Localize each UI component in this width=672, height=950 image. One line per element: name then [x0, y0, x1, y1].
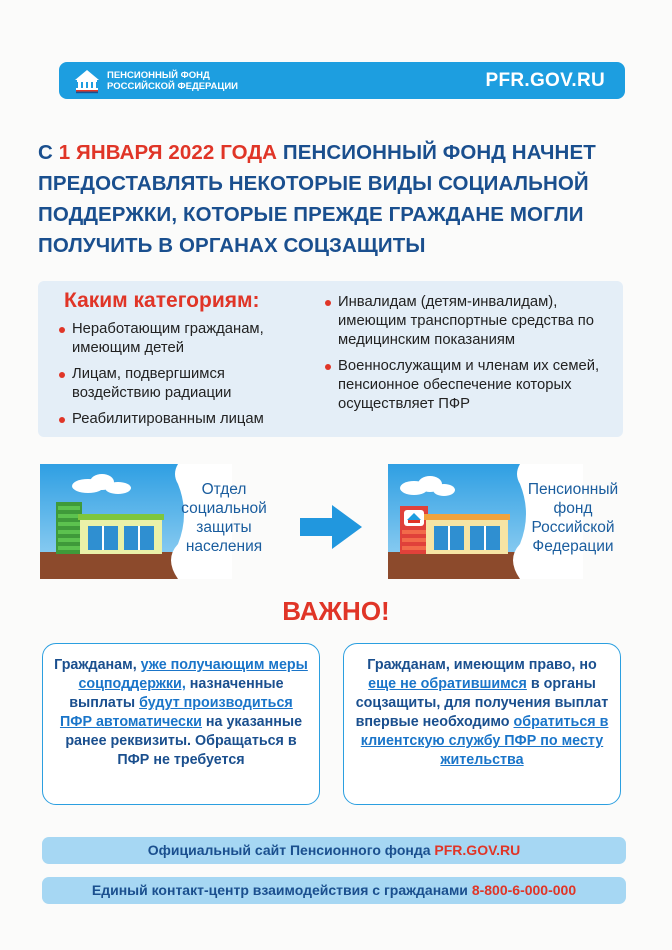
from-label-line: населения: [185, 538, 263, 555]
from-label-line: Отдел: [201, 481, 247, 498]
box-text: в органы соцзащиты, для получения выплат впервые необходимо: [355, 676, 609, 730]
box-text: Гражданам, имеющим право, но: [367, 657, 597, 673]
official-site-label: Официальный сайт Пенсионного фонда: [147, 842, 435, 858]
contact-phone[interactable]: 8-800-6-000-000: [471, 882, 577, 898]
org-name-line2: РОССИЙСКОЙ ФЕДЕРАЦИИ: [107, 80, 239, 92]
from-office-label: [177, 480, 271, 556]
contact-center-label: Единый контакт-центр взаимодействия с гражданами: [91, 882, 472, 898]
to-office-label: [522, 480, 624, 556]
category-item: Неработающим гражданам, имеющим детей: [58, 320, 313, 358]
categories-left-list: [58, 320, 313, 436]
to-label-line: Пенсионный: [527, 481, 619, 498]
to-label-line: Российской: [531, 519, 615, 536]
to-label-line: фонд: [553, 500, 593, 517]
category-item: Лицам, подвергшимся воздействию радиации: [58, 365, 313, 403]
from-label-line: защиты: [196, 519, 252, 536]
box-emphasis: будут производиться ПФР автоматически: [59, 695, 293, 730]
right-arrow-icon: [300, 505, 362, 549]
headline-part2: ПЕНСИОННЫЙ ФОНД НАЧНЕТ ПРЕДОСТАВЛЯТЬ НЕКОТОРЫЕ ВИДЫ СОЦИАЛЬНОЙ ПОДДЕРЖКИ, КОТОРЫЕ ПРЕЖДЕ ГРАЖДАНЕ МОГЛИ ПОЛУЧИТЬ В ОРГАНАХ СОЦЗАЩИТЫ: [38, 141, 596, 257]
header-bar: [59, 62, 625, 99]
box-text: Гражданам,: [54, 657, 141, 673]
site-link[interactable]: PFR.GOV.RU: [485, 69, 605, 91]
box-emphasis: уже получающим меры соцподдержки,: [78, 657, 308, 692]
headline-part1: С: [38, 141, 59, 164]
info-box-not-applied: [343, 643, 621, 805]
info-box-already-receiving: [42, 643, 320, 805]
org-name-line1: ПЕНСИОННЫЙ ФОНД: [107, 69, 210, 81]
categories-right-list: [324, 293, 614, 421]
org-name: [107, 70, 238, 92]
box-text: на указанные ранее реквизиты. Обращаться в ПФР не требуется: [65, 714, 303, 768]
box-emphasis: еще не обратившимся: [368, 676, 527, 692]
category-item: Реабилитированным лицам: [58, 410, 313, 429]
from-label-line: социальной: [181, 500, 267, 517]
box-emphasis: обратиться в клиентскую службу ПФР по месту жительства: [360, 714, 609, 768]
headline-date: 1 ЯНВАРЯ 2022 ГОДА: [58, 141, 278, 164]
pfr-emblem-icon: [73, 67, 101, 95]
to-label-line: Федерации: [532, 538, 614, 555]
important-heading: ВАЖНО!: [282, 596, 390, 626]
categories-title: Каким категориям:: [64, 289, 260, 312]
box-text: назначенные выплаты: [69, 676, 284, 711]
category-item: Инвалидам (детям-инвалидам), имеющим транспортные средства по медицинским показаниям: [324, 293, 614, 350]
official-site-bar: [42, 837, 626, 864]
headline: [38, 137, 638, 261]
contact-center-bar: [42, 877, 626, 904]
official-site-link[interactable]: PFR.GOV.RU: [434, 842, 521, 858]
pfr-logo: [73, 67, 238, 95]
category-item: Военнослужащим и членам их семей, пенсионное обеспечение которых осуществляет ПФР: [324, 357, 614, 414]
categories-panel: [38, 281, 623, 437]
